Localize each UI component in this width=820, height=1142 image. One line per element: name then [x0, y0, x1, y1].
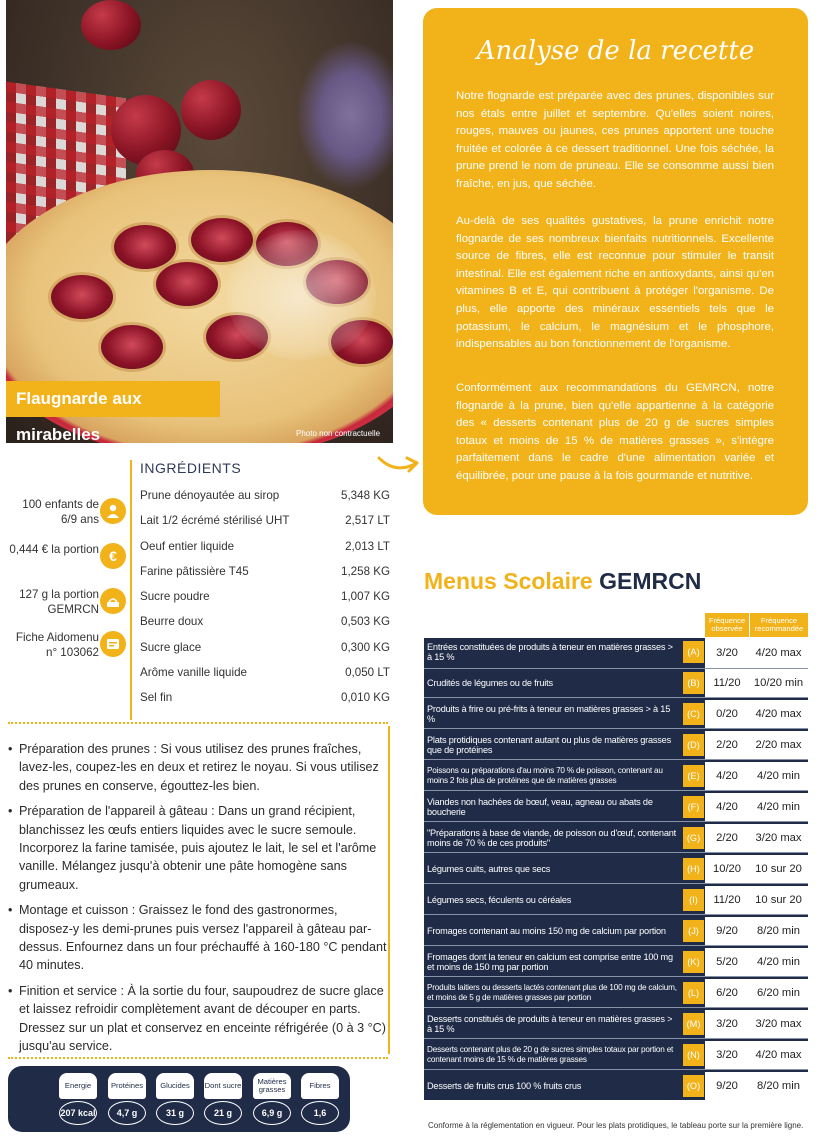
table-row: [424, 731, 808, 760]
nutrition-label: Matières grasses: [253, 1073, 291, 1099]
row-observed: 6/20: [705, 979, 750, 1007]
row-observed: 3/20: [705, 1010, 750, 1038]
table-row: [424, 855, 808, 884]
row-recommended: 4/20 min: [749, 948, 808, 976]
col-header-observed: Fréquence observée: [705, 613, 749, 637]
row-code: (D): [683, 734, 704, 756]
row-code: (H): [683, 858, 704, 880]
analysis-title: Analyse de la recette: [476, 36, 755, 66]
menus-title-part1: Menus Scolaire: [424, 568, 593, 594]
table-footnote: Conforme à la réglementation en vigueur. Pour les plats protidiques, le tableau porte sur la première ligne.: [428, 1121, 804, 1130]
nutrition-value: 6,9 g: [253, 1101, 291, 1125]
nutrition-item: [204, 1073, 242, 1125]
row-label: Entrées constituées de produits à teneur en matières grasses > à 15 %: [427, 642, 673, 662]
ingredient-row: [140, 540, 390, 565]
row-recommended: 3/20 max: [749, 1010, 808, 1038]
euro-icon: €: [100, 543, 126, 569]
row-observed: 4/20: [705, 762, 750, 790]
row-code: (O): [683, 1075, 704, 1097]
table-row: [424, 824, 808, 853]
row-observed: 3/20: [705, 1041, 750, 1069]
row-label: Légumes cuits, autres que secs: [427, 864, 551, 874]
row-recommended: 8/20 min: [749, 1072, 808, 1100]
table-row: [424, 948, 808, 977]
ingredient-qty: 0,300 KG: [341, 641, 390, 654]
row-code: (K): [683, 951, 704, 973]
scale-icon: [100, 588, 126, 614]
step-item: • Préparation de l'appareil à gâteau : Dans un grand récipient, blanchissez les œufs entiers liquides avec le sucre semoule. Incorporez la farine tamisée, puis ajoutez le lait, le sel et l'arôme vanille. Mélangez jusqu'à obtenir une pâte homogène sans grumeaux.: [8, 802, 388, 894]
portion-info: 127 g la portion GEMRCN: [19, 588, 99, 616]
row-label: "Préparations à base de viande, de poisson ou d'œuf, contenant moins de 70 % de ces produits": [427, 828, 677, 848]
ingredient-name: Beurre doux: [140, 615, 204, 628]
row-observed: 0/20: [705, 700, 750, 728]
nutrition-label: Glucides: [156, 1073, 194, 1099]
row-code: (E): [683, 765, 704, 787]
nutrition-label: Fibres: [301, 1073, 339, 1099]
table-row: [424, 979, 808, 1008]
ingredient-name: Farine pâtissière T45: [140, 565, 249, 578]
nutrition-label: Protéines: [108, 1073, 146, 1099]
ingredient-name: Lait 1/2 écrémé stérilisé UHT: [140, 514, 290, 527]
row-recommended: 4/20 max: [749, 700, 808, 728]
ingredient-qty: 1,258 KG: [341, 565, 390, 578]
row-code: (I): [683, 889, 704, 911]
nutrition-value: 1,6: [301, 1101, 339, 1125]
row-recommended: 10 sur 20: [749, 855, 808, 883]
nutrition-label: Energie: [59, 1073, 97, 1099]
menus-title: [424, 568, 701, 595]
nutrition-item: [59, 1073, 97, 1125]
menus-title-part2: GEMRCN: [599, 568, 702, 594]
row-code: (J): [683, 920, 704, 942]
ingredient-name: Arôme vanille liquide: [140, 666, 247, 679]
col-header-recommended: Fréquence recommandée: [750, 613, 808, 637]
row-label: Produits à frire ou pré-frits à teneur en matières grasses > à 15 %: [427, 704, 671, 724]
ingredient-name: Sel fin: [140, 691, 173, 704]
table-row: [424, 638, 808, 669]
lavender-decoration: [296, 40, 393, 190]
powdered-sugar: [226, 230, 376, 360]
row-recommended: 4/20 min: [749, 762, 808, 790]
analysis-box: [423, 8, 808, 515]
row-recommended: 4/20 min: [749, 793, 808, 821]
row-observed: 11/20: [705, 669, 750, 697]
row-code: (B): [683, 672, 704, 694]
ingredient-qty: 2,517 LT: [345, 514, 390, 527]
recipe-photo: [6, 0, 393, 443]
nutrition-item: [108, 1073, 146, 1125]
table-row: [424, 1072, 808, 1100]
ingredient-name: Prune dénoyautée au sirop: [140, 489, 280, 502]
row-observed: 9/20: [705, 917, 750, 945]
cost-info: 0,444 € la portion: [9, 543, 99, 556]
row-label: Desserts de fruits crus 100 % fruits crus: [427, 1081, 582, 1091]
row-recommended: 6/20 min: [749, 979, 808, 1007]
nutrition-item: [156, 1073, 194, 1125]
plum: [181, 80, 241, 140]
cake-plum: [156, 262, 218, 306]
row-label: Viandes non hachées de bœuf, veau, agneau ou abats de boucherie: [427, 797, 653, 817]
ingredients-title: INGRÉDIENTS: [140, 460, 242, 476]
cake-plum: [114, 225, 176, 269]
row-observed: 2/20: [705, 731, 750, 759]
ingredient-name: Oeuf entier liquide: [140, 540, 235, 553]
analysis-paragraph: Au-delà de ses qualités gustatives, la prune enrichit notre flognarde de ses nombreux bienfaits nutritionnels. Excellente source de fibres, elle est reconnue pour stimuler le transit intestinal. Elle est également riche en antioxydants, ainsi qu'en vitamines B et E, qui contribuent à protéger l'organisme. De plus, elle apporte des minéraux essentiels tels que le potassium, le calcium, le magnésium et le phosphore, indispensables au bon fonctionnement de l'organisme.: [456, 215, 774, 351]
gemrcn-table: [424, 638, 808, 1100]
row-recommended: 8/20 min: [749, 917, 808, 945]
row-label: Desserts constitués de produits à teneur en matières grasses > à 15 %: [427, 1014, 673, 1034]
id-icon: [100, 631, 126, 657]
nutrition-label: Dont sucre: [204, 1073, 242, 1099]
row-code: (L): [683, 982, 704, 1004]
table-row: [424, 1010, 808, 1039]
row-code: (M): [683, 1013, 704, 1035]
ingredient-qty: 2,013 LT: [345, 540, 390, 553]
person-icon: [100, 498, 126, 524]
row-observed: 2/20: [705, 824, 750, 852]
ingredient-qty: 0,050 LT: [345, 666, 390, 679]
row-observed: 10/20: [705, 855, 750, 883]
row-code: (A): [683, 641, 704, 663]
row-recommended: 2/20 max: [749, 731, 808, 759]
analysis-paragraph: Notre flognarde est préparée avec des prunes, disponibles sur nos étals entre juillet et septembre. Qu'elles soient noires, rouges, mauves ou jaunes, ces prunes apportent une touche fruitée et colorée à ce dessert traditionnel. Une fois séchée, la prune prend le nom de pruneau. Elle se consomme aussi bien fraîche, en jus, que séchée.: [456, 90, 774, 190]
row-label: Légumes secs, féculents ou céréales: [427, 895, 572, 905]
row-code: (C): [683, 703, 704, 725]
ingredient-qty: 0,503 KG: [341, 615, 390, 628]
ingredient-row: [140, 565, 390, 590]
nutrition-value: 207 kcal: [59, 1101, 97, 1125]
step-item: • Préparation des prunes : Si vous utilisez des prunes fraîches, lavez-les, coupez-les en deux et retirez le noyau. Si vous utilisez des prunes en conserve, égouttez-les bien.: [8, 740, 388, 795]
row-recommended: 3/20 max: [749, 824, 808, 852]
table-row: [424, 886, 808, 915]
row-label: Fromages dont la teneur en calcium est comprise entre 100 mg et moins de 150 mg par portion: [427, 952, 673, 972]
nutrition-item: [253, 1073, 291, 1125]
row-label: Desserts contenant plus de 20 g de sucres simples totaux par portion et contenant moins de 15 % de matières grasses: [427, 1045, 674, 1064]
ingredient-row: [140, 691, 390, 716]
row-recommended: 10/20 min: [749, 669, 808, 697]
row-label: Crudités de légumes ou de fruits: [427, 678, 553, 688]
ingredient-row: [140, 590, 390, 615]
recipe-name: Flaugnarde aux mirabelles: [6, 381, 220, 417]
row-recommended: 4/20 max: [749, 1041, 808, 1069]
photo-note: Photo non contractuelle: [296, 429, 381, 438]
row-code: (F): [683, 796, 704, 818]
row-observed: 11/20: [705, 886, 750, 914]
ingredient-name: Sucre poudre: [140, 590, 210, 603]
ingredient-row: [140, 514, 390, 539]
ingredient-row: [140, 489, 390, 514]
ingredient-row: [140, 615, 390, 640]
table-row: [424, 793, 808, 822]
row-label: Poissons ou préparations d'au moins 70 % de poisson, contenant au moins 2 fois plus de protéines que de matières grasses: [427, 766, 663, 785]
row-observed: 3/20: [705, 638, 750, 668]
nutrition-value: 21 g: [204, 1101, 242, 1125]
row-recommended: 10 sur 20: [749, 886, 808, 914]
table-row: [424, 1041, 808, 1070]
table-row: [424, 700, 808, 729]
cake-plum: [51, 275, 113, 319]
row-code: (N): [683, 1044, 704, 1066]
table-row: [424, 669, 808, 698]
steps-divider: [388, 726, 390, 1054]
section-divider: [8, 722, 388, 724]
nutrition-value: 4,7 g: [108, 1101, 146, 1125]
ingredients-divider: [130, 460, 132, 720]
table-row: [424, 917, 808, 946]
ingredient-qty: 0,010 KG: [341, 691, 390, 704]
analysis-paragraph: Conformément aux recommandations du GEMRCN, notre flognarde à la prune, bien qu'elle appartienne à la catégorie des « desserts contenant plus de 20 g de sucres simples totaux et moins de 15 % de matières grasses », s'intègre parfaitement dans le cadre d'une alimentation variée et équilibrée, pour une pause à la fois gourmande et nutritive.: [456, 382, 774, 482]
row-observed: 9/20: [705, 1072, 750, 1100]
arrow-icon: [375, 440, 425, 480]
ingredient-row: [140, 641, 390, 666]
ingredient-row: [140, 666, 390, 691]
nutrition-value: 31 g: [156, 1101, 194, 1125]
step-item: • Montage et cuisson : Graissez le fond des gastronormes, disposez-y les demi-prunes puis versez l'appareil à gâteau par-dessus. Enfournez dans un four préchauffé à 160-180 °C pendant 40 minutes.: [8, 901, 388, 975]
servings-info: 100 enfants de 6/9 ans: [22, 498, 99, 526]
aidomenu-info: Fiche Aidomenu n° 103062: [15, 631, 99, 659]
table-row: [424, 762, 808, 791]
plum: [81, 0, 141, 50]
row-label: Fromages contenant au moins 150 mg de calcium par portion: [427, 926, 666, 936]
ingredient-qty: 1,007 KG: [341, 590, 390, 603]
row-recommended: 4/20 max: [749, 638, 808, 668]
row-observed: 5/20: [705, 948, 750, 976]
ingredient-qty: 5,348 KG: [341, 489, 390, 502]
row-observed: 4/20: [705, 793, 750, 821]
step-item: • Finition et service : À la sortie du four, saupoudrez de sucre glace et laissez refroidir complètement avant de découper en parts. Dressez sur un plat et conservez en enceinte réfrigérée (0 à 3 °C) jusqu'au service.: [8, 982, 388, 1056]
nutrition-item: [301, 1073, 339, 1125]
cake-plum: [101, 325, 163, 369]
row-code: (G): [683, 827, 704, 849]
ingredient-name: Sucre glace: [140, 641, 202, 654]
row-label: Produits laitiers ou desserts lactés contenant plus de 100 mg de calcium, et moins de 5 g de matières grasses par portion: [427, 983, 677, 1002]
preparation-steps: [8, 740, 388, 1063]
row-label: Plats protidiques contenant autant ou plus de matières grasses que de protéines: [427, 735, 671, 755]
